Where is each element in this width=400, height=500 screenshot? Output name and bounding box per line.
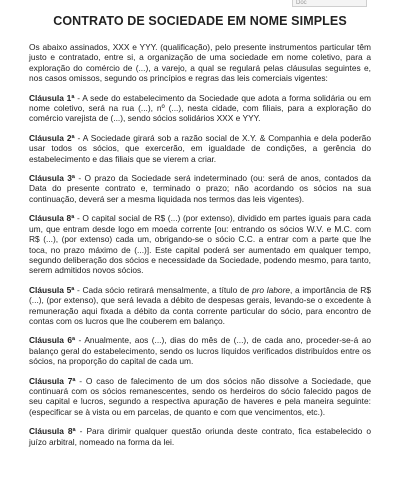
clause-heading: Cláusula 8ª [29, 213, 75, 224]
clause-text: - A sede do estabelecimento da Sociedade que adota a forma solidária ou em nome coletivo, será na rua (...), nº (...), nesta cidade, com filiais, para a exploração do comércio varejista de (...), sendo sócios solidários XXX e YYY. [29, 92, 371, 124]
contract-document [29, 8, 371, 456]
clause-text: - O prazo da Sociedade será indeterminado (ou: será de anos, contados da Data do presente contrato e, terminado o prazo; não acordando os sócios na sua continuação, deverá ser a mesma liquidada nos termos das leis vigentes). [29, 173, 371, 204]
clause-text: - Para dirimir qualquer questão oriunda deste contrato, fica estabelecido o juízo arbitral, nomeado na forma da lei. [29, 426, 371, 447]
clause-text: - O caso de falecimento de um dos sócios não dissolve a Sociedade, que continuará com os sócios remanescentes, sendo os herdeiros do sócio falecido pagos de seu capital e lucros, segundo a respectiva apuração de haveres e pela maneira seguinte: (especificar se à vista ou em parcelas, de quanto e com que vencimentos, etc.). [29, 375, 371, 417]
clause-text: - A Sociedade girará sob a razão social de X.Y. & Companhia e dela poderão usar todos os sócios, que exercerão, em igualdade de condições, a gerência do estabelecimento e das filiais que se vierem a criar. [29, 132, 371, 164]
clause-heading: Cláusula 7ª [29, 375, 76, 386]
clause-heading: Cláusula 8ª [29, 426, 76, 437]
clause-1 [29, 93, 371, 124]
clause-4 [29, 213, 371, 275]
clause-3 [29, 173, 371, 204]
clause-heading: Cláusula 6ª [29, 335, 76, 346]
clause-text: - Cada sócio retirará mensalmente, a título de [74, 284, 252, 295]
clause-italic-term: pro labore [251, 284, 291, 295]
clause-heading: Cláusula 3ª [29, 173, 76, 184]
clause-8 [29, 426, 371, 447]
clause-6 [29, 335, 371, 366]
clause-7 [29, 376, 371, 418]
clause-text: - O capital social de R$ (...) (por extenso), dividido em partes iguais para cada um, que entram desde logo em moeda corrente [ou: entrando os sócios W.V. e M.C. com R$ (...), (por extenso) cada um, obrigando-se o sócio C.C. a entrar com a parte que lhe toca, no prazo máximo de (...)]. Este capital poderá ser aumentado em qualquer tempo, segundo deliberação dos sócios e necessidade da Sociedade, podendo mesmo, para tanto, serem admitidos novos sócios. [29, 213, 371, 276]
document-title: CONTRATO DE SOCIEDADE EM NOME SIMPLES [53, 14, 347, 28]
clause-heading: Cláusula 2ª [29, 132, 75, 143]
clause-heading: Cláusula 1ª [29, 92, 75, 103]
top-tab: Doc [292, 0, 367, 7]
intro-paragraph: Os abaixo assinados, XXX e YYY. (qualificação), pelo presente instrumentos particular têm justo e contratado, entre si, a organização de uma sociedade em nome coletivo, para a exploração do comércio de (...), a varejo, a qual se regulará pelas cláusulas seguintes e, nos casos omissos, segundo os princípios e regras das leis comerciais vigentes: [29, 42, 371, 84]
clause-2 [29, 133, 371, 164]
clause-heading: Cláusula 5ª [29, 284, 75, 295]
clause-text: - Anualmente, aos (...), dias do mês de (...), de cada ano, proceder-se-á ao balanço geral do estabelecimento, sendo os lucros líquidos verificados distribuídos entre os sócios, na proporção do capital de cada um. [29, 335, 371, 367]
clause-text: , a importância de R$ (...), (por extenso), que será levada a débito de despesas gerais, levando-se o excedente à remuneração aqui fixada a débito da conta corrente particular do sócio, para encontro de contas com os lucros que lhe couberem em balanço. [29, 284, 372, 326]
clause-5 [29, 285, 371, 327]
